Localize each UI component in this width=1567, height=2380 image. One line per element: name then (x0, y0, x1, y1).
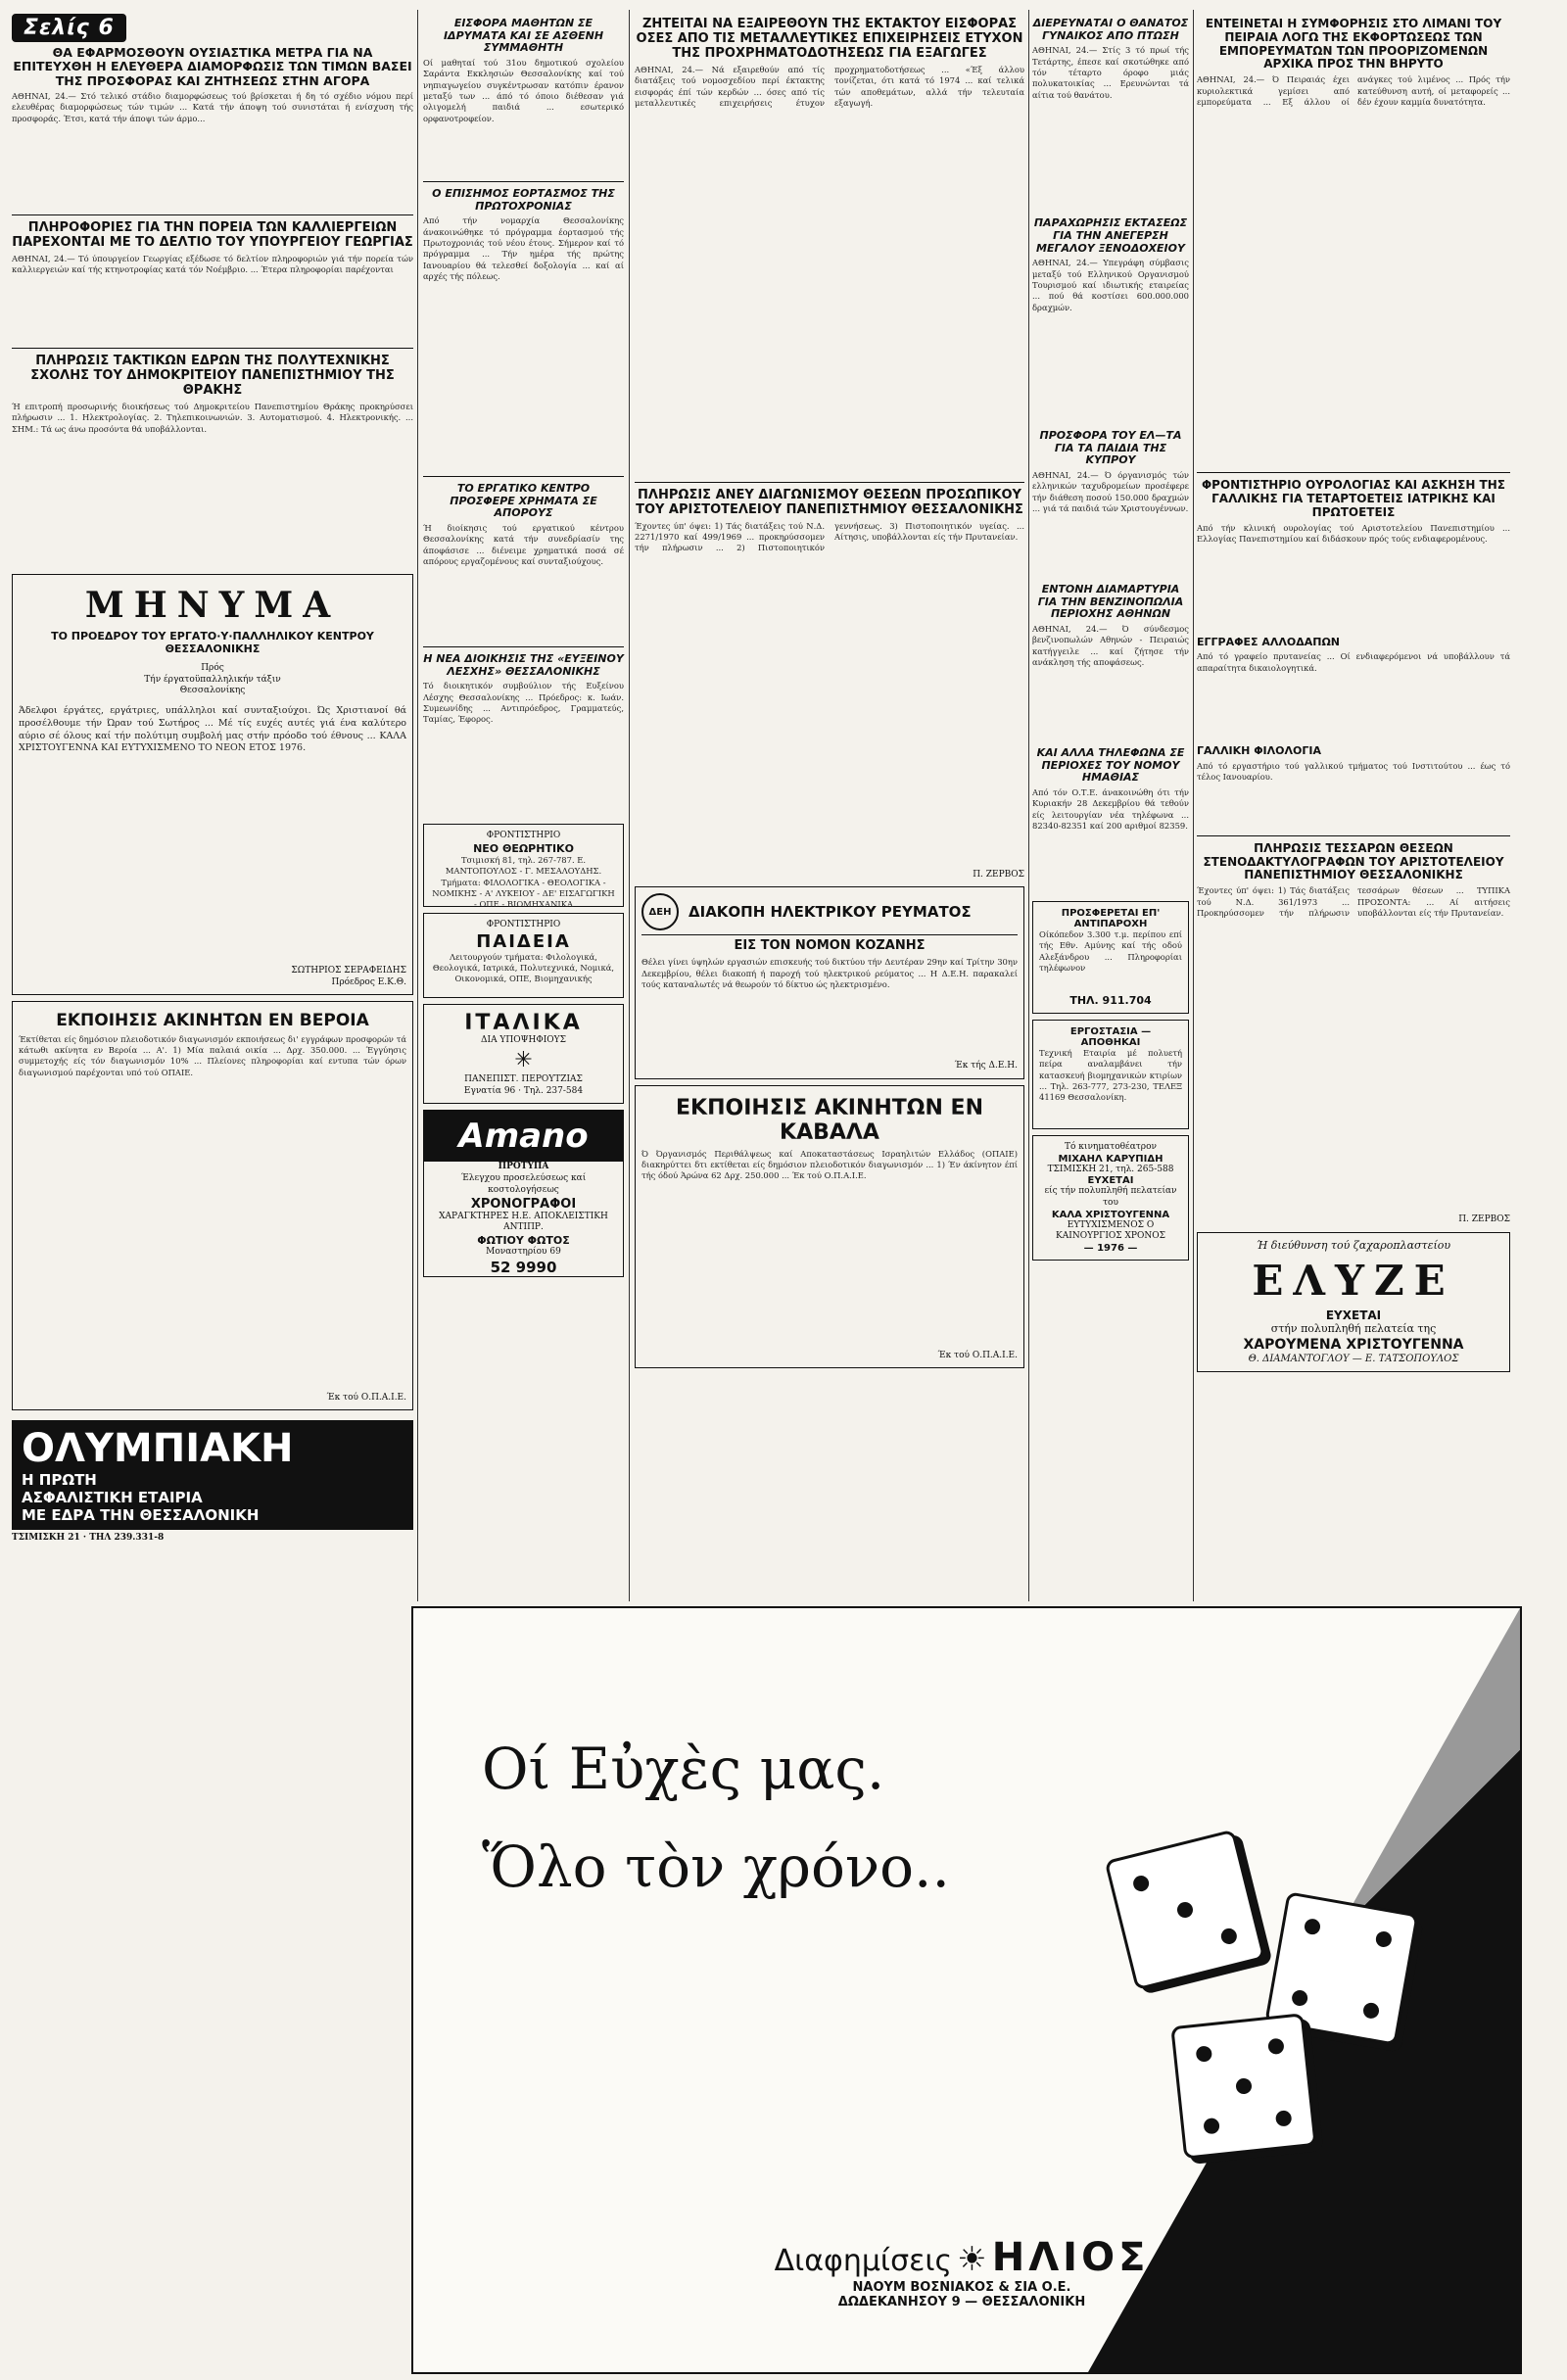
divider (423, 181, 624, 182)
neo-theoritiko-body: Τσιμισκή 81, τηλ. 267-787. Ε. ΜΑΝΤΟΠΟΥΛΟΣ - Γ. ΜΕΣΑΛΟΥΔΗΣ. Τμήματα: ΦΙΛΟΛΟΓΙΚΑ - ΘΕΟΛΟΓΙΚΑ - ΝΟΜΙΚΗΣ - Α' ΛΥΚΕΙΟΥ - ΔΕ' ΕΙΣΑΓΩΓΙΚΗ - ΟΠΕ - ΒΙΟΜΗΧΑΝΙΚΑ (432, 855, 618, 910)
article-elta-cyprus: ΑΘΗΝΑΙ, 24.— Ό όργανισμός τών ελληνικών ταχυδρομείων προσέφερε τήν διάθεση ποσού 150.000 δραχμών ... γιά τά παιδιά τών Χριστουγέννων. (1032, 470, 1192, 514)
amano-line1: ΠΡΟΤΥΠΑ (498, 1162, 549, 1172)
greeting-line1: Οί Εὐχὲς μας. (482, 1736, 885, 1802)
land-offer-title: ΠΡΟΣΦΕΡΕΤΑΙ ΕΠ' ΑΝΤΙΠΑΡΟΧΗ (1061, 907, 1161, 929)
article-foreign-enrol: Από τό γραφείο πρυτανείας ... Οί ενδιαφερόμενοι νά υποβάλλουν τά απαραίτητα δικαιολογητικά. (1197, 651, 1513, 673)
helios-greeting-ad (411, 1606, 1522, 2374)
neo-theoritiko-title: ΦΡΟΝΤΙΣΤΗΡΙΟ (486, 831, 561, 841)
dei-logo: ΔΕΗ (641, 893, 679, 930)
amano-address: Μοναστηρίου 69 (486, 1246, 561, 1257)
divider (12, 214, 413, 215)
column-3 (635, 14, 1027, 1374)
page-badge: Σελίς 6 (12, 14, 126, 42)
message-recipient: Πρός Τήν έργατοϋπαλληλικήν τάξιν Θεσσαλονίκης (144, 662, 281, 696)
article-crops-bulletin: ΑΘΗΝΑΙ, 24.— Τό ύπουργείον Γεωργίας εξέδωσε τό δελτίον πληροφοριών γιά τήν πορεία τών καλλιεργειών καί τής κτηνοτροφίας κατά τόν Νοέμβριο. ... Έτερα πληροφορίαι παρέχονται (12, 254, 416, 275)
message-subtitle: ΤΟ ΠΡΟΕΔΡΟΥ ΤΟΥ ΕΡΓΑΤΟ·Υ·ΠΑΛΛΗΛΙΚΟΥ ΚΕΝΤΡΟΥ ΘΕΣΣΑΛΟΝΙΚΗΣ (51, 629, 374, 655)
typists-signature: Π. ΖΕΡΒΟΣ (1458, 1214, 1510, 1225)
headline-typists: ΠΛΗΡΩΣΙΣ ΤΕΣΣΑΡΩΝ ΘΕΣΕΩΝ ΣΤΕΝΟΔΑΚΤΥΛΟΓΡΑΦΩΝ ΤΟΥ ΑΡΙΣΤΟΤΕΛΕΙΟΥ ΠΑΝΕΠΙΣΤΗΜΙΟΥ ΘΕΣΣΑΛΟΝΙΚΗΣ (1203, 840, 1504, 882)
star-icon: ✳ (514, 1047, 533, 1072)
italika-sub: ΠΑΝΕΠΙΣΤ. ΠΕΡΟΥΤΖΙΑΣ (464, 1074, 583, 1085)
article-mining-levy: ΑΘΗΝΑΙ, 24.— Νά εξαιρεθούν από τίς διατάξεις τού νομοσχεδίου περί έκτακτης εισφοράς έπί τών κερδών ... όσες από τίς μεταλλευτικές επιχειρήσεις έτυχον προχρηματοδοτήσεως ... «Έξ άλλου τονίζεται, ότι κατά τό 1974 ... καί τελικά τών αποθεμάτων, αλλά τήν τελευταία εξαγωγή. (635, 64, 1027, 108)
divider (12, 348, 413, 349)
cinema-line2: ΕΥΧΕΤΑΙ (1087, 1175, 1134, 1187)
column-rule (1028, 10, 1029, 1601)
headline-gas-stations: ΕΝΤΟΝΗ ΔΙΑΜΑΡΤΥΡΙΑ ΓΙΑ ΤΗΝ ΒΕΝΖΙΝΟΠΩΛΙΑ ΠΕΡΙΟΧΗΣ ΑΘΗΝΩΝ (1037, 583, 1184, 621)
headline-auth-staff: ΠΛΗΡΩΣΙΣ ΑΝΕΥ ΔΙΑΓΩΝΙΣΜΟΥ ΘΕΣΕΩΝ ΠΡΟΣΩΠΙΚΟΥ ΤΟΥ ΑΡΙΣΤΟΤΕΛΕΙΟΥ ΠΑΝΕΠΙΣΤΗΜΙΟΥ ΘΕΣΣΑΛΟΝΙΚΗΣ (636, 487, 1023, 517)
article-free-prices: ΑΘΗΝΑΙ, 24.— Στό τελικό στάδιο διαμορφώσεως τού βρίσκεται ή δη τό σχέδιο νόμου περί ελευθέρας διαμορφώσεως τών τιμών ... Κατά τήν άποψη τού συνιστάται ή ενίσχυση τής προσφοράς. Έτσι, κατά τήν άποψι τών άρμο... (12, 91, 416, 123)
divider (423, 476, 624, 477)
dei-subhead: ΕΙΣ ΤΟΝ ΝΟΜΟΝ ΚΟΖΑΝΗΣ (641, 934, 1018, 954)
sun-icon: ☀ (957, 2240, 987, 2279)
dei-box (635, 886, 1024, 1079)
message-body: Άδελφοι έργάτες, εργάτριες, υπάλληλοι καί συνταξιούχοι. Ώς Χριστιανοί θά προσέλθουμε τήν Ώραν τού Σωτήρος ... Μέ τίς ευχές αυτές γιά ένα καλύτερο αύριο σέ όλους καί τήν πολύτιμη συμβολή μας στήν πρόοδο τού έθνους ... ΚΑΛΑ ΧΡΙΣΤΟΥΓΕΝΝΑ ΚΑΙ ΕΥΤΥΧΙΣΜΕΝΟ ΤΟ ΝΕΟΝ ΕΤΟΣ 1976. (19, 704, 410, 754)
divider (635, 482, 1024, 483)
headline-auction-kavala: ΕΚΠΟΙΗΣΙΣ ΑΚΙΝΗΤΩΝ ΕΝ ΚΑΒΑΛΑ (676, 1096, 983, 1146)
column-rule (629, 10, 630, 1601)
headline-crops-bulletin: ΠΛΗΡΟΦΟΡΙΕΣ ΓΙΑ ΤΗΝ ΠΟΡΕΙΑ ΤΩΝ ΚΑΛΛΙΕΡΓΕΙΩΝ ΠΑΡΕΧΟΝΤΑΙ ΜΕ ΤΟ ΔΕΛΤΙΟ ΤΟΥ ΥΠΟΥΡΓΕΙΟΥ ΓΕΩΡΓΙΑΣ (12, 220, 413, 251)
message-box (12, 574, 413, 995)
land-offer-body: Οίκόπεδον 3.300 τ.μ. περίπου επί τής Εθν. Αμύνης καί τής οδού Αλεξάνδρου ... Πληροφορίαι τηλέφωνον (1039, 928, 1185, 973)
divider (423, 646, 624, 647)
article-euxeinos: Τό διοικητικόν συμβούλιον τής Ευξείνου Λέσχης Θεσσαλονίκης ... Πρόεδρος: κ. Ιωάν. Συμεωνίδης ... Αντιπρόεδρος, Γραμματεύς, Ταμίας, Έφορος. (423, 681, 627, 725)
headline-new-year: Ο ΕΠΙΣΗΜΟΣ ΕΟΡΤΑΣΜΟΣ ΤΗΣ ΠΡΩΤΟΧΡΟΝΙΑΣ (432, 186, 615, 213)
elyze-signature: Θ. ΔΙΑΜΑΝΤΟΓΛΟΥ — Ε. ΤΑΤΣΟΠΟΥΛΟΣ (1248, 1353, 1459, 1364)
factories-body: Τεχνική Εταιρία μέ πολυετή πείρα αναλαμβάνει τήν κατασκευή βιομηχανικών κτιρίων ... Τηλ. 263-777, 273-230, ΤΕΛΕΞ 41169 Θεσσαλονίκη. (1039, 1047, 1185, 1103)
cinema-year: — 1976 — (1083, 1243, 1138, 1255)
neo-theoritiko-ad (423, 824, 624, 910)
article-auction-kavala: Ό Όργανισμός Περιθάλψεως καί Αποκαταστάσεως Ισραηλιτών Ελλάδος (ΟΠΑΙΕ) διακηρύττει δτι εκτίθεται είς δημόσιον πλειοδοτικόν διαγωνισμόν ... 1) Έν άκίνητον έπί τής όδού Άρώνα 62 Δρχ. 250.000 ... Έκ τού Ο.Π.Α.Ι.Ε. (641, 1148, 1021, 1181)
olympiaki-logo: ΟΛΥΜΠΙΑΚΗ (22, 1426, 294, 1472)
italika-ad (423, 1004, 624, 1105)
olympiaki-line3: ΜΕ ΕΔΡΑ ΤΗΝ ΘΕΣΣΑΛΟΝΙΚΗ (22, 1506, 260, 1525)
article-auth-staff: Έχοντες ύπ' όψει: 1) Τάς διατάξεις τού Ν.Δ. 2271/1970 καί 499/1969 ... προκηρύσσομεν τήν πλήρωσιν ... 2) Πιστοποιητικόν γεννήσεως. 3) Πιστοποιητικόν υγείας. ... Αίτησις, υποβάλλονται είς τήν Πρυτανείαν. (635, 520, 1027, 553)
column-2 (423, 14, 627, 1283)
cinema-name: ΜΙΧΑΗΛ ΚΑΡΥΠΙΔΗ (1058, 1153, 1163, 1165)
paideia-name: ΠΑΙΔΕΙΑ (476, 930, 571, 952)
dei-headline: ΔΙΑΚΟΠΗ ΗΛΕΚΤΡΙΚΟΥ ΡΕΥΜΑΤΟΣ (689, 903, 972, 922)
elyze-line3: στήν πολυπληθή πελατεία της (1270, 1322, 1437, 1336)
article-hotel: ΑΘΗΝΑΙ, 24.— Υπεγράφη σύμβασις μεταξύ τού Ελληνικού Οργανισμού Τουρισμού καί ιδιωτικής εταιρείας ... πού θά κοστίσει 600.000.000 δραχμών. (1032, 258, 1192, 312)
column-1 (12, 14, 416, 1545)
die-icon (1170, 2013, 1316, 2159)
cinema-line4: ΚΑΛΑ ΧΡΙΣΤΟΥΓΕΝΝΑ (1051, 1209, 1170, 1220)
auth-staff-signature: Π. ΖΕΡΒΟΣ (973, 869, 1024, 880)
headline-elta-cyprus: ΠΡΟΣΦΟΡΑ ΤΟΥ ΕΛ—ΤΑ ΓΙΑ ΤΑ ΠΑΙΔΙΑ ΤΗΣ ΚΥΠΡΟΥ (1039, 429, 1182, 467)
amano-line4: ΧΑΡΑΓΚΤΗΡΕΣ Η.Ε. ΑΠΟΚΛΕΙΣΤΙΚΗ ΑΝΤΙΠΡ. (439, 1211, 608, 1233)
agency-name: ΗΛΙΟΣ (991, 2235, 1150, 2280)
agency-owner: ΝΑΟΥΜ ΒΟΣΝΙΑΚΟΣ & ΣΙΑ Ο.Ε. (852, 2280, 1071, 2295)
column-5 (1197, 14, 1513, 1378)
elyze-line1: Ή διεύθυνση τού ζαχαροπλαστείου (1256, 1238, 1451, 1252)
headline-auction-veria: ΕΚΠΟΙΗΣΙΣ ΑΚΙΝΗΤΩΝ ΕΝ ΒΕΡΟΙΑ (56, 1011, 369, 1031)
helios-footer (707, 2235, 1216, 2309)
elyze-ad (1197, 1232, 1510, 1372)
land-offer-phone: ΤΗΛ. 911.704 (1069, 993, 1152, 1007)
olympiaki-line1: Η ΠΡΩΤΗ (22, 1471, 97, 1490)
elyze-line4: ΧΑΡΟΥΜΕΝΑ ΧΡΙΣΤΟΥΓΕΝΝΑ (1243, 1336, 1464, 1353)
cinema-ad (1032, 1135, 1189, 1261)
article-gas-stations: ΑΘΗΝΑΙ, 24.— Ό σύνδεσμος βενζινοπωλών Αθηνών - Πειραιώς κατήγγειλε ... καί ζήτησε τήν ανάκληση τής αποφάσεως. (1032, 624, 1192, 668)
article-new-year: Από τήν νομαρχία Θεσσαλονίκης άνακοινώθηκε τό πρόγραμμα έορτασμού τής Πρωτοχρονιάς τού νέου έτους. Σήμερον καί τό πρόγραμμα ... Τήν ημέρα τής πρώτης Ιανουαρίου θά τελεσθεί δοξολογία ... καί αί αρχές τής πόλεως. (423, 215, 627, 281)
agency-address: ΔΩΔΕΚΑΝΗΣΟΥ 9 — ΘΕΣΣΑΛΟΝΙΚΗ (837, 2295, 1086, 2309)
headline-imathia-phones: ΚΑΙ ΑΛΛΑ ΤΗΛΕΦΩΝΑ ΣΕ ΠΕΡΙΟΧΕΣ ΤΟΥ ΝΟΜΟΥ ΗΜΑΘΙΑΣ (1036, 746, 1185, 785)
cinema-line3: είς τήν πολυπληθή πελατείαν του (1044, 1186, 1177, 1209)
olympiaki-address: ΤΣΙΜΙΣΚΗ 21 · ΤΗΛ 239.331-8 (12, 1533, 165, 1544)
article-french-philology: Από τό εργαστήριο τού γαλλικού τμήματος τού Ινστιτούτου ... έως τό τέλος Ιανουαρίου. (1197, 760, 1513, 783)
article-urology: Από τήν κλινική ουρολογίας τού Αριστοτελείου Πανεπιστημίου ... Ελλογίας Πανεπιστημίου καί διδάσκουν πρός τούς ενδιαφερομένους. (1197, 522, 1513, 544)
column-rule (1193, 10, 1194, 1601)
message-title: ΜΗΝΥΜΑ (84, 584, 341, 626)
column-4 (1032, 14, 1192, 1266)
amano-line5: ΦΩΤΙΟΥ ΦΩΤΟΣ (477, 1233, 570, 1247)
elyze-line2: ΕΥΧΕΤΑΙ (1325, 1309, 1382, 1323)
olympiaki-line2: ΑΣΦΑΛΙΣΤΙΚΗ ΕΤΑΙΡΙΑ (22, 1489, 203, 1507)
paideia-title: ΦΡΟΝΤΙΣΤΗΡΙΟ (486, 920, 561, 930)
divider (1197, 472, 1510, 473)
article-thrace-polytechnic: Ή επιτροπή προσωρινής διοικήσεως τού Δημοκριτείου Πανεπιστημίου Θράκης προκηρύσσει πλήρωσιν ... 1. Ηλεκτρολογίας. 2. Τηλεπικοινωνιών. 3. Αυτοματισμού. 4. Ηλεκτρονικής. ... ΣΗΜ.: Τά ως άνω προσόντα θά υποβάλλονται. (12, 401, 416, 434)
column-rule (417, 10, 418, 1601)
article-student-donation: Οί μαθηταί τού 31ου δημοτικού σχολείου Σαράντα Εκκλησιών Θεσσαλονίκης καί τού νηπιαγωγείου συγκέντρωσαν κατόπιν έρανον μεταξύ των ... άπό τό όποιο διέθεσαν γιά ολιγομελή παιδιά ... εσωτερικό ορφανοτροφείον. (423, 57, 627, 123)
auction-veria-box (12, 1001, 413, 1410)
headline-free-prices: ΘΑ ΕΦΑΡΜΟΣΘΟΥΝ ΟΥΣΙΑΣΤΙΚΑ ΜΕΤΡΑ ΓΙΑ ΝΑ ΕΠΙΤΕΥΧΘΗ Η ΕΛΕΥΘΕΡΑ ΔΙΑΜΟΡΦΩΣΙΣ ΤΩΝ ΤΙΜΩΝ ΒΑΣΕΙ ΤΗΣ ΠΡΟΣΦΟΡΑΣ ΚΑΙ ΖΗΤΗΣΕΩΣ ΣΤΗΝ ΑΓΟΡΑ (13, 45, 412, 88)
auction-veria-signature: Έκ τού Ο.Π.Α.Ι.Ε. (326, 1392, 406, 1403)
headline-foreign-enrol: ΕΓΓΡΑΦΕΣ ΑΛΛΟΔΑΠΩΝ (1197, 635, 1340, 648)
italika-tel: Εγνατία 96 · Τηλ. 237-584 (463, 1085, 584, 1096)
headline-student-donation: ΕΙΣΦΟΡΑ ΜΑΘΗΤΩΝ ΣΕ ΙΔΡΥΜΑΤΑ ΚΑΙ ΣΕ ΑΣΘΕΝΗ ΣΥΜΜΑΘΗΤΗ (443, 17, 604, 55)
olympiaki-ad (12, 1420, 413, 1530)
message-signature: ΣΩΤΗΡΙΟΣ ΣΕΡΑΦΕΙΔΗΣ Πρόεδρος Ε.Κ.Θ. (291, 965, 406, 987)
headline-piraeus-port: ΕΝΤΕΙΝΕΤΑΙ Η ΣΥΜΦΟΡΗΣΙΣ ΣΤΟ ΛΙΜΑΝΙ ΤΟΥ ΠΕΙΡΑΙΑ ΛΟΓΩ ΤΗΣ ΕΚΦΟΡΤΩΣΕΩΣ ΤΩΝ ΕΜΠΟΡΕΥΜΑΤΩΝ ΤΩΝ ΠΡΟΟΡΙΖΟΜΕΝΩΝ ΑΡΧΙΚΑ ΠΡΟΣ ΤΗΝ ΒΗΡΥΤΟ (1205, 17, 1502, 71)
land-offer-ad (1032, 901, 1189, 1014)
amano-logo: Amano (424, 1111, 623, 1162)
amano-line3: ΧΡΟΝΟΓΡΑΦΟΙ (470, 1196, 577, 1212)
headline-woman-death: ΔΙΕΡΕΥΝΑΤΑΙ Ο ΘΑΝΑΤΟΣ ΓΥΝΑΙΚΟΣ ΑΠΟ ΠΤΩΣΗ (1032, 17, 1189, 42)
italika-line: ΔΙΑ ΥΠΟΨΗΦΙΟΥΣ (481, 1034, 566, 1045)
article-piraeus-port: ΑΘΗΝΑΙ, 24.— Ό Πειραιάς έχει κυριολεκτικά γεμίσει από εμπορεύματα ... Εξ άλλου οί ανάγκες τού λιμένος ... Πρός τήν κατεύθυνση αυτή, οί μεταφορείς ... δέν έχουν καμμία δυνατότητα. (1197, 74, 1513, 107)
headline-hotel: ΠΑΡΑΧΩΡΗΣΙΣ ΕΚΤΑΣΕΩΣ ΓΙΑ ΤΗΝ ΑΝΕΓΕΡΣΗ ΜΕΓΑΛΟΥ ΞΕΝΟΔΟΧΕΙΟΥ (1033, 216, 1188, 255)
dei-body: Θέλει γίνει ύψηλών εργασιών επισκευής τού δικτύου τήν Δευτέραν 29ην καί Τρίτην 30ην Δεκεμβρίου, θέλει διακοπή ή παροχή τού ηλεκτρικού ρεύματος ... Η Δ.Ε.Η. παρακαλεί τούς καταναλωτές νά θεωρούν τό δίκτυο ώς ηλεκτρισμένο. (641, 957, 1021, 989)
paideia-body: Λειτουργούν τμήματα: Φιλολογικά, Θεολογικά, Ιατρικά, Πολυτεχνικά, Νομικά, Οικονομικά, ΟΠΕ, Βιομηχανικής (432, 951, 617, 984)
factories-title: ΕΡΓΟΣΤΑΣΙΑ — ΑΠΟΘΗΚΑΙ (1069, 1025, 1152, 1048)
amano-phone: 52 9990 (490, 1258, 557, 1276)
cinema-address: ΤΣΙΜΙΣΚΗ 21, τηλ. 265-588 (1047, 1164, 1174, 1174)
auction-kavala-box (635, 1085, 1024, 1368)
die-icon (1105, 1830, 1266, 1991)
amano-ad (423, 1110, 624, 1276)
cinema-line5: ΕΥΤΥΧΙΣΜΕΝΟΣ Ο ΚΑΙΝΟΥΡΓΙΟΣ ΧΡΟΝΟΣ (1056, 1219, 1165, 1242)
article-imathia-phones: Από τόν Ο.Τ.Ε. άνακοινώθη ότι τήν Κυριακήν 28 Δεκεμβρίου θά τεθούν είς λειτουργίαν νέα τηλέφωνα ... 82340-82351 καί 200 αριθμοί 82359. (1032, 786, 1192, 831)
amano-line2: Έλεγχου προσελεύσεως καί κοστολογήσεως (460, 1173, 587, 1195)
divider (1197, 835, 1510, 836)
agency-prefix: Διαφημίσεις (774, 2244, 953, 2278)
paideia-ad (423, 913, 624, 998)
headline-mining-levy: ΖΗΤΕΙΤΑΙ ΝΑ ΕΞΑΙΡΕΘΟΥΝ ΤΗΣ ΕΚΤΑΚΤΟΥ ΕΙΣΦΟΡΑΣ ΟΣΕΣ ΑΠΟ ΤΙΣ ΜΕΤΑΛΛΕΥΤΙΚΕΣ ΕΠΙΧΕΙΡΗΣΕΙΣ ΕΤΥΧΟΝ ΤΗΣ ΠΡΟΧΡΗΜΑΤΟΔΟΤΗΣΕΩΣ ΓΙΑ ΕΞΑΓΩΓΕΣ (636, 17, 1023, 61)
headline-french-philology: ΓΑΛΛΙΚΗ ΦΙΛΟΛΟΓΙΑ (1197, 744, 1321, 758)
article-woman-death: ΑΘΗΝΑΙ, 24.— Στίς 3 τό πρωί τής Τετάρτης, έπεσε καί σκοτώθηκε από τόν τέταρτο όροφο μιάς πολυκατοικίας ... Ερευνώνται τά αίτια τού θανάτου. (1032, 45, 1192, 100)
elyze-name: ΕΛΥΖΕ (1252, 1257, 1455, 1306)
greeting-line2: Ὅλο τὸν χρόνο.. (482, 1833, 950, 1900)
italika-name: ΙΤΑΛΙΚΑ (464, 1010, 583, 1035)
headline-euxeinos: Η ΝΕΑ ΔΙΟΙΚΗΣΙΣ ΤΗΣ «ΕΥΞΕΙΝΟΥ ΛΕΣΧΗΣ» ΘΕΣΣΑΛΟΝΙΚΗΣ (423, 652, 624, 678)
article-labour-centre: Ή διοίκησις τού εργατικού κέντρου Θεσσαλονίκης κατά τήν συνεδρίασίν της άποφάσισε ... διένειμε χρηματικά ποσά σέ απόρους εργαζομένους καί συνταξιούχους. (423, 523, 627, 567)
cinema-line1: Τό κινηματοθέατρον (1065, 1141, 1157, 1152)
headline-labour-centre: ΤΟ ΕΡΓΑΤΙΚΟ ΚΕΝΤΡΟ ΠΡΟΣΦΕΡΕ ΧΡΗΜΑΤΑ ΣΕ ΑΠΟΡΟΥΣ (450, 482, 597, 520)
article-typists: Έχοντες ύπ' όψει: 1) Τάς διατάξεις τού Ν.Δ. 361/1973 ... Προκηρύσσομεν τήν πλήρωσιν τεσσάρων θέσεων ... ΤΥΠΙΚΑ ΠΡΟΣΟΝΤΑ: ... Αί αιτήσεις υποβάλλονται είς τήν Πρυτανείαν. (1197, 885, 1513, 918)
headline-thrace-polytechnic: ΠΛΗΡΩΣΙΣ ΤΑΚΤΙΚΩΝ ΕΔΡΩΝ ΤΗΣ ΠΟΛΥΤΕΧΝΙΚΗΣ ΣΧΟΛΗΣ ΤΟΥ ΔΗΜΟΚΡΙΤΕΙΟΥ ΠΑΝΕΠΙΣΤΗΜΙΟΥ ΤΗΣ ΘΡΑΚΗΣ (30, 354, 395, 398)
headline-urology: ΦΡΟΝΤΙΣΤΗΡΙΟ ΟΥΡΟΛΟΓΙΑΣ ΚΑΙ ΑΣΚΗΣΗ ΤΗΣ ΓΑΛΛΙΚΗΣ ΓΙΑ ΤΕΤΑΡΤΟΕΤΕΙΣ ΙΑΤΡΙΚΗΣ ΚΑΙ ΠΡΩΤΟΕΤΕΙΣ (1201, 478, 1505, 519)
factories-ad (1032, 1020, 1189, 1129)
auction-kavala-signature: Έκ τού Ο.Π.Α.Ι.Ε. (937, 1350, 1018, 1360)
article-auction-veria: Έκτίθεται είς δημόσιον πλειοδοτικόν διαγωνισμόν εκποιήσεως δι' εγγράφων προσφορών τά κάτωθι ακίνητα εν Βεροία ... Α'. 1) Μία παλαιά οικία ... Δρχ. 350.000. ... Έγγύησις συμμετοχής είς τόν διαγωνισμόν 10% ... Πλείονες πληροφορίαι καί εντυπα τών όρων διαγωνισμού παρέχονται υπό τού ΟΠΑΙΕ. (19, 1033, 409, 1077)
neo-theoritiko-name: ΝΕΟ ΘΕΩΡΗΤΙΚΟ (473, 842, 574, 856)
dei-header (641, 893, 1018, 930)
dei-signature: Έκ τής Δ.Ε.Η. (954, 1061, 1018, 1071)
